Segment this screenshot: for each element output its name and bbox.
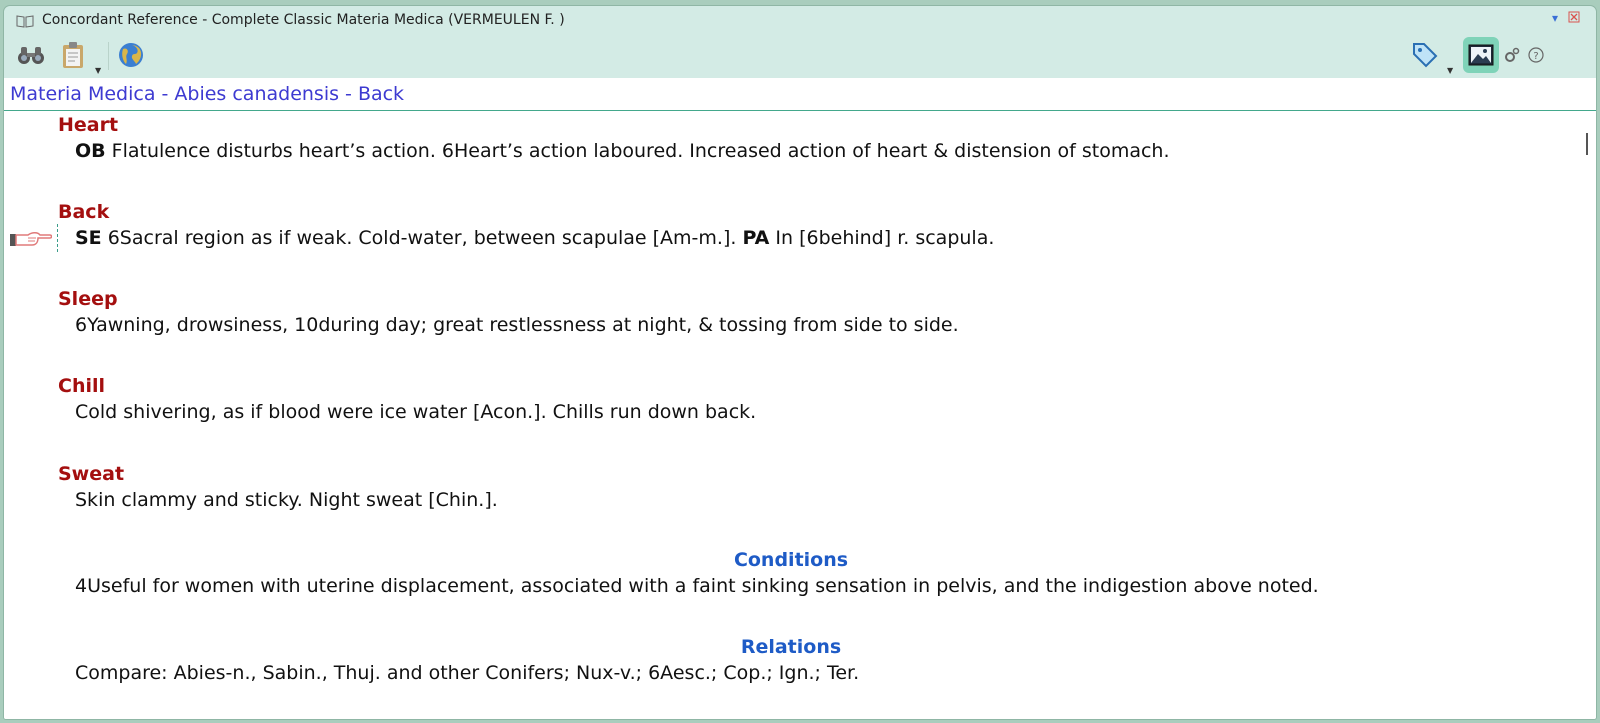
conditions-heading: Conditions: [733, 549, 849, 571]
section-heading: Sleep: [58, 288, 118, 310]
vertical-scrollbar[interactable]: [1578, 111, 1596, 719]
text-span: In [6behind] r. scapula.: [769, 227, 995, 249]
book-icon: [16, 13, 34, 32]
app-window: [4, 6, 1596, 719]
text-span: Flatulence disturbs heart’s action. 6Heart’s action laboured. Increased action of heart & distension of stomach.: [105, 140, 1170, 162]
svg-text:?: ?: [1533, 51, 1539, 62]
toolbar: [4, 36, 1596, 76]
section-text: Skin clammy and sticky. Night sweat [Chin.].: [75, 489, 498, 511]
title-bar: [4, 6, 1596, 34]
clipboard-icon[interactable]: [56, 38, 90, 72]
scrollbar-thumb[interactable]: [1586, 133, 1588, 155]
section-relations: [58, 659, 859, 687]
section-sleep: [58, 287, 959, 339]
label-ob: OB: [75, 140, 106, 162]
settings-icon[interactable]: [1500, 38, 1524, 72]
clipboard-dropdown-icon[interactable]: ▼: [95, 66, 102, 75]
section-chill: [58, 374, 756, 426]
section-conditions: [58, 572, 1319, 600]
binoculars-icon[interactable]: [14, 38, 48, 72]
tag-dropdown-icon[interactable]: ▼: [1447, 66, 1454, 75]
section-heading: Heart: [58, 114, 119, 136]
section-heart: [58, 113, 1170, 165]
label-pa: PA: [742, 227, 770, 249]
breadcrumb[interactable]: Materia Medica - Abies canadensis - Back: [10, 83, 405, 105]
window-title: Concordant Reference - Complete Classic Materia Medica (VERMEULEN F. ): [42, 12, 565, 28]
section-back: [58, 200, 994, 252]
toolbar-divider: [108, 42, 109, 70]
tag-icon[interactable]: [1408, 38, 1442, 72]
section-sweat: [58, 462, 498, 514]
section-text: [75, 224, 994, 252]
pointing-hand-icon: [8, 228, 52, 254]
section-text: 6Yawning, drowsiness, 10during day; great restlessness at night, & tossing from side to side.: [75, 314, 959, 336]
minimize-icon[interactable]: ▾: [1551, 11, 1558, 25]
relations-heading: Relations: [740, 636, 842, 658]
section-text: Cold shivering, as if blood were ice water [Acon.]. Chills run down back.: [75, 401, 757, 423]
current-line-marker: [57, 224, 58, 252]
help-icon[interactable]: [1524, 38, 1548, 72]
close-icon[interactable]: [1568, 11, 1580, 26]
section-text: [75, 137, 1170, 165]
label-se: SE: [75, 227, 102, 249]
breadcrumb-bar: [4, 78, 1596, 111]
image-icon[interactable]: [1463, 37, 1499, 73]
section-heading: Sweat: [58, 463, 125, 485]
document-content: [4, 111, 1578, 719]
globe-icon[interactable]: [114, 38, 148, 72]
text-span: 6Sacral region as if weak. Cold-water, between scapulae [Am-m.].: [101, 227, 743, 249]
section-text: 4Useful for women with uterine displacement, associated with a faint sinking sensation in pelvis, and the indigestion above noted.: [75, 575, 1319, 597]
section-heading: Back: [58, 201, 110, 223]
section-text: Compare: Abies-n., Sabin., Thuj. and other Conifers; Nux-v.; 6Aesc.; Cop.; Ign.; Ter.: [75, 662, 860, 684]
section-heading: Chill: [58, 375, 106, 397]
